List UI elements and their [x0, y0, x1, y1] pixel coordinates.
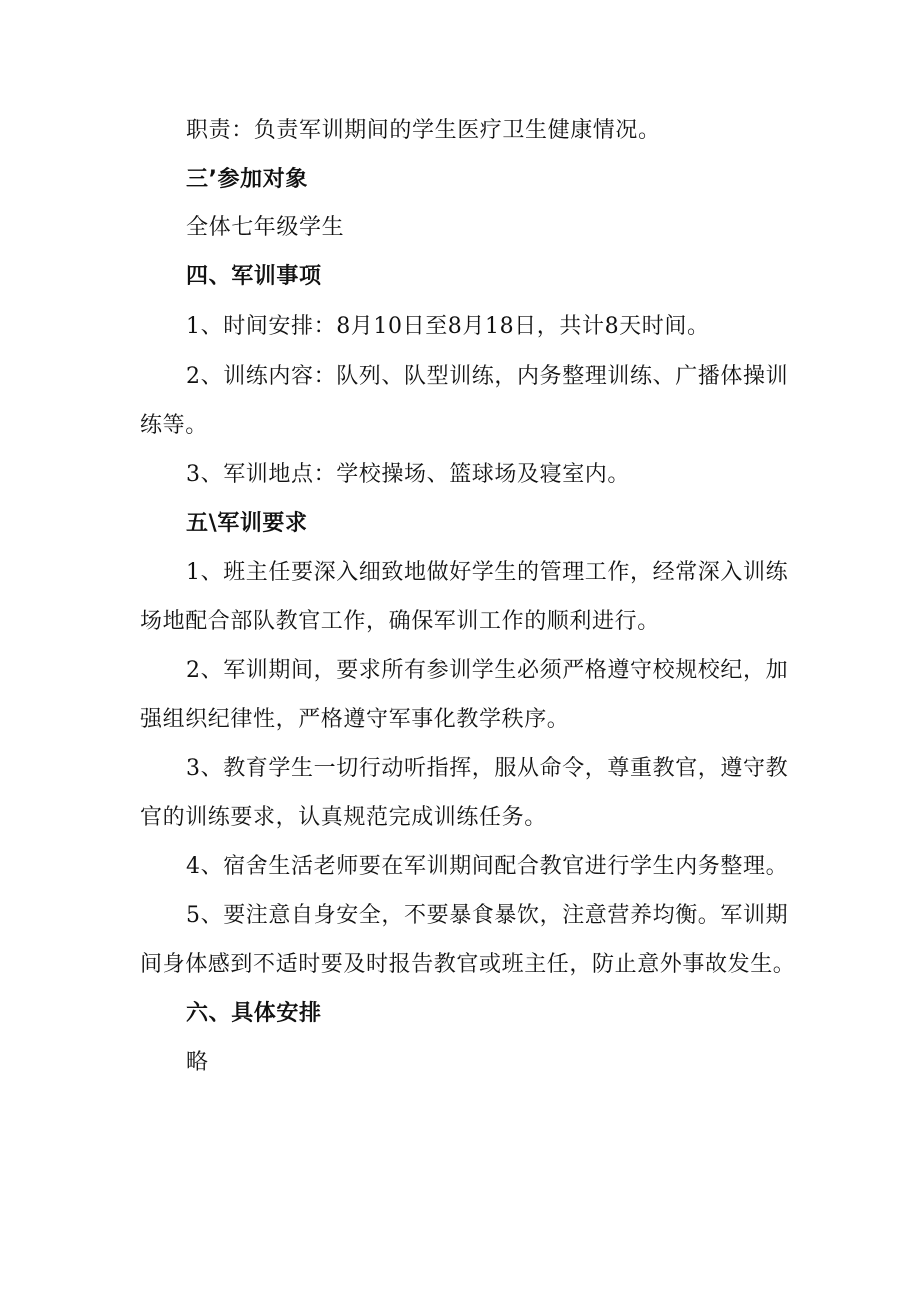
duty-paragraph: 职责：负责军训期间的学生医疗卫生健康情况。 [186, 118, 661, 143]
requirement-4: 4、宿舍生活老师要在军训期间配合教官进行学生内务整理。 [186, 854, 789, 879]
training-item-content-line-2: 练等。 [140, 413, 208, 438]
section-heading-training-items: 四、军训事项 [186, 264, 322, 289]
section-heading-requirements: 五\军训要求 [186, 511, 308, 536]
training-item-content-line-1: 2、训练内容：队列、队型训练，内务整理训练、广播体操训 [186, 364, 789, 389]
training-item-schedule: 1、时间安排：8月10日至8月18日，共计8天时间。 [186, 314, 710, 339]
requirement-2-line-1: 2、军训期间，要求所有参训学生必须严格遵守校规校纪，加 [186, 658, 789, 683]
requirement-3-line-2: 官的训练要求，认真规范完成训练任务。 [140, 805, 547, 830]
requirement-3-line-1: 3、教育学生一切行动听指挥，服从命令，尊重教官，遵守教 [186, 756, 789, 781]
requirement-5-line-1: 5、要注意自身安全，不要暴食暴饮，注意营养均衡。军训期 [186, 903, 789, 928]
section-heading-arrangement: 六、具体安排 [186, 1001, 322, 1026]
arrangement-text: 略 [186, 1050, 209, 1075]
participants-text: 全体七年级学生 [186, 215, 345, 240]
training-item-location: 3、军训地点：学校操场、篮球场及寝室内。 [186, 462, 630, 487]
requirement-2-line-2: 强组织纪律性，严格遵守军事化教学秩序。 [140, 707, 570, 732]
section-heading-participants: 三’参加对象 [186, 167, 308, 192]
requirement-1-line-2: 场地配合部队教官工作，确保军训工作的顺利进行。 [140, 609, 660, 634]
requirement-5-line-2: 间身体感到不适时要及时报告教官或班主任，防止意外事故发生。 [140, 952, 796, 977]
requirement-1-line-1: 1、班主任要深入细致地做好学生的管理工作，经常深入训练 [186, 560, 789, 585]
